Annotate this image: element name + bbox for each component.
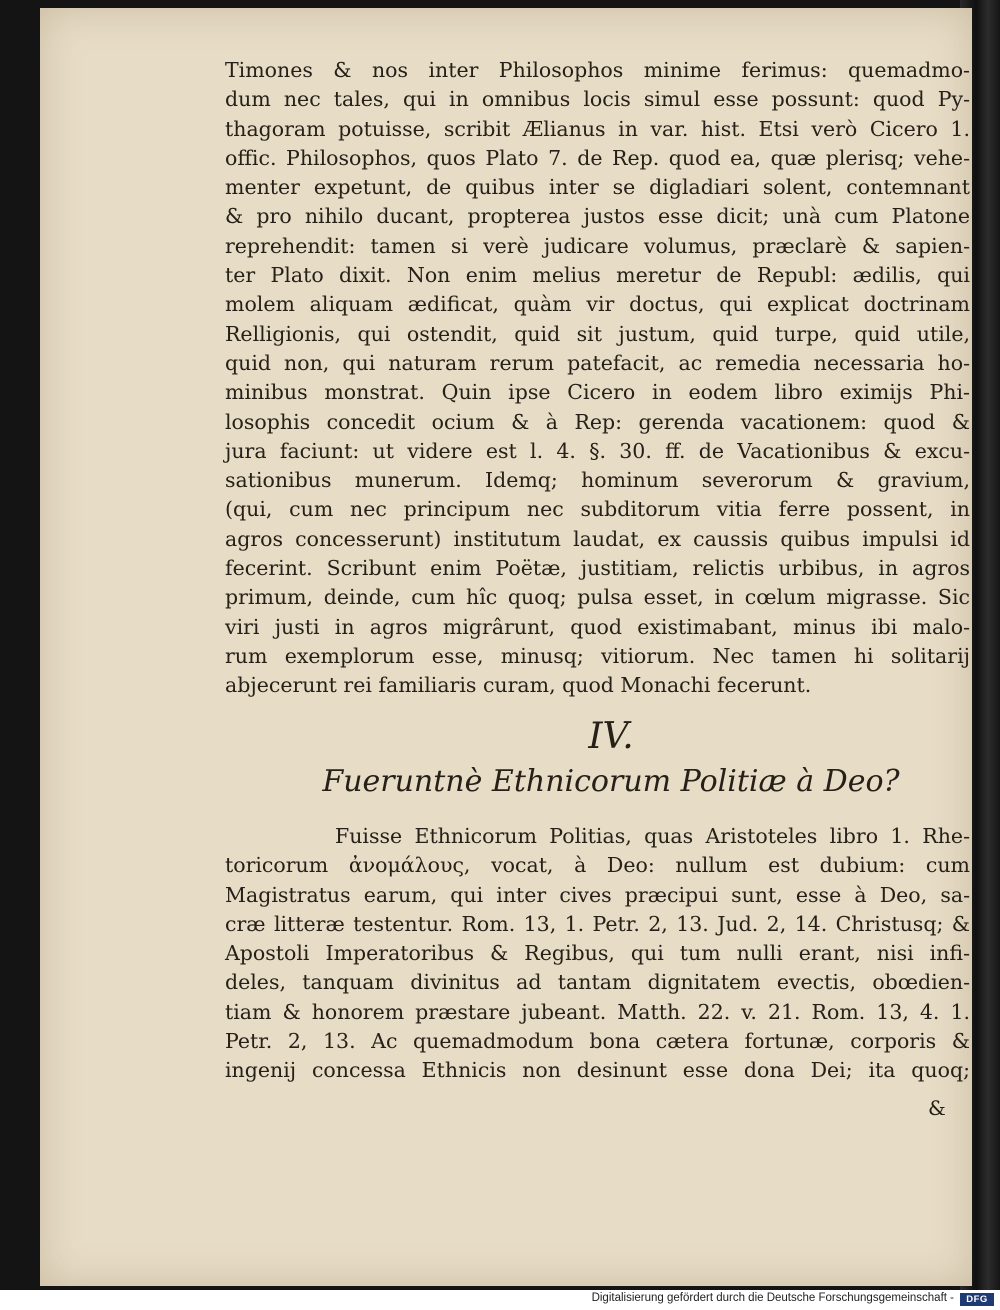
text-line: Relligionis, qui ostendit, quid sit justum, quid turpe, quid utile, <box>225 321 970 346</box>
text-line: minibus monstrat. Quin ipse Cicero in eodem libro eximijs Phi- <box>225 380 970 405</box>
text-line: quid non, qui naturam rerum patefacit, ac remedia necessaria ho- <box>225 350 970 375</box>
text-line: Fuisse Ethnicorum Politias, quas Aristoteles libro 1. Rhe- <box>335 824 970 848</box>
text-line: Timones & nos inter Philosophos minime ferimus: quemadmo- <box>225 58 970 82</box>
text-line: rum exemplorum esse, minusq; vitiorum. Nec tamen hi solitarij <box>225 643 970 668</box>
text-line: offic. Philosophos, quos Plato 7. de Rep. quod ea, quæ plerisq; vehe- <box>225 145 970 170</box>
book-page <box>40 8 972 1286</box>
text-line: primum, deinde, cum hîc quoq; pulsa esset, in cœlum migrasse. Sic <box>225 585 970 610</box>
text-line: ter Plato dixit. Non enim melius meretur de Republ: ædilis, qui <box>225 263 970 288</box>
text-line: Petr. 2, 13. Ac quemadmodum bona cætera fortunæ, corporis & <box>225 1029 970 1054</box>
text-line: agros concesserunt) institutum laudat, ex caussis quibus impulsi id <box>225 526 970 551</box>
paragraph-1 <box>225 56 970 701</box>
text-line: & pro nihilo ducant, propterea justos esse dicit; unà cum Platone <box>225 204 970 229</box>
text-line: ingenij concessa Ethnicis non desinunt esse dona Dei; ita quoq; <box>225 1058 970 1083</box>
text-line: dum nec tales, qui in omnibus locis simul esse possunt: quod Py- <box>225 87 970 112</box>
text-line: jura faciunt: ut videre est l. 4. §. 30. ff. de Vacationibus & excu- <box>225 438 970 463</box>
text-line: thagoram potuisse, scribit Ælianus in var. hist. Etsi verò Cicero 1. <box>225 116 970 141</box>
footer-bar <box>0 1290 1000 1310</box>
text-line: tiam & honorem præstare jubeant. Matth. 22. v. 21. Rom. 13, 4. 1. <box>225 999 970 1024</box>
text-line: viri justi in agros migrârunt, quod existimabant, minus ibi malo- <box>225 614 970 639</box>
text-line: Apostoli Imperatoribus & Regibus, qui tum nulli erant, nisi infi- <box>225 941 970 966</box>
text-line: molem aliquam ædificat, quàm vir doctus, qui explicat doctrinam <box>225 292 970 317</box>
text-line: abjecerunt rei familiaris curam, quod Monachi fecerunt. <box>225 673 812 698</box>
funding-credit: Digitalisierung gefördert durch die Deutsche Forschungsgemeinschaft - <box>591 1292 954 1304</box>
text-line: cræ litteræ testentur. Rom. 13, 1. Petr. 2, 13. Jud. 2, 14. Christusq; & <box>225 911 970 936</box>
dfg-logo-icon[interactable]: DFG <box>960 1293 994 1306</box>
text-line: sationibus munerum. Idemq; hominum severorum & gravium, <box>225 468 970 493</box>
text-line: reprehendit: tamen si verè judicare volumus, præclarè & sapien- <box>225 233 970 258</box>
text-line: losophis concedit ocium & à Rep: gerenda vacationem: quod & <box>225 409 970 434</box>
paragraph-2 <box>225 822 970 1086</box>
catchword: & <box>928 1096 946 1120</box>
text-line: deles, tanquam divinitus ad tantam dignitatem evectis, obœdien- <box>225 970 970 995</box>
text-line: (qui, cum nec principum nec subditorum vitia ferre possent, in <box>225 497 970 522</box>
text-line: Magistratus earum, qui inter cives præcipui sunt, esse à Deo, sa- <box>225 882 970 907</box>
section-number: IV. <box>588 716 634 757</box>
text-line: fecerint. Scribunt enim Poëtæ, justitiam, relictis urbibus, in agros <box>225 556 970 581</box>
text-line: menter expetunt, de quibus inter se digladiari solent, contemnant <box>225 175 970 200</box>
text-line: toricorum ἀνομάλους, vocat, à Deo: nullum est dubium: cum <box>225 853 970 878</box>
section-title: Fueruntnè Ethnicorum Politiæ à Deo? <box>322 764 900 799</box>
